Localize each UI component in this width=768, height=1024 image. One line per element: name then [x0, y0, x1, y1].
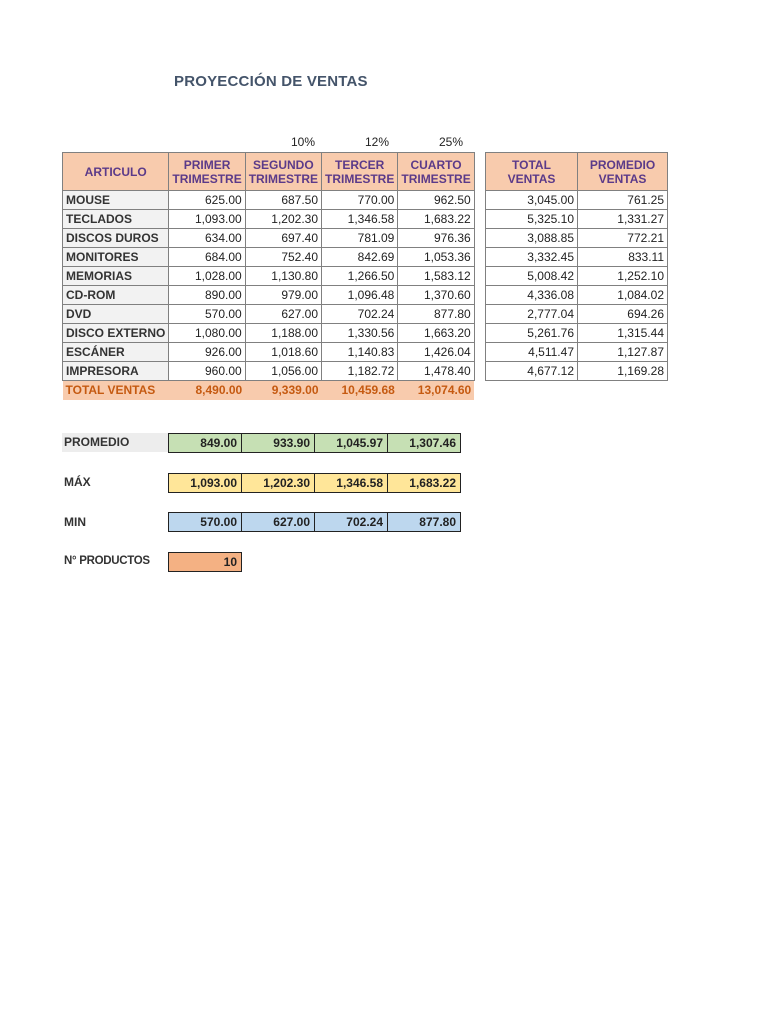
promedio-ventas-cell[interactable]: 1,315.44 [578, 324, 668, 343]
max-cell[interactable]: 1,346.58 [314, 473, 388, 493]
quarter-value-cell[interactable]: 702.24 [322, 305, 398, 324]
totals-table [485, 152, 668, 381]
totals-row [486, 362, 668, 381]
quarter-value-cell[interactable]: 1,028.00 [169, 267, 245, 286]
table-row [63, 343, 475, 362]
page-title: PROYECCIÓN DE VENTAS [174, 73, 368, 90]
article-name-cell[interactable]: TECLADOS [63, 210, 169, 229]
growth-pct-q3: 12% [364, 135, 389, 149]
total-ventas-cell[interactable]: 5,325.10 [486, 210, 578, 229]
promedio-ventas-cell[interactable]: 1,127.87 [578, 343, 668, 362]
total-label-cell[interactable]: TOTAL VENTAS [63, 381, 169, 400]
min-cell[interactable]: 570.00 [168, 512, 242, 532]
header-articulo: ARTICULO [63, 153, 169, 191]
growth-pct-q4: 25% [438, 135, 463, 149]
table-row [63, 286, 475, 305]
totals-row [486, 191, 668, 210]
promedio-ventas-cell[interactable]: 833.11 [578, 248, 668, 267]
quarter-value-cell[interactable]: 842.69 [322, 248, 398, 267]
promedio-ventas-cell[interactable]: 1,169.28 [578, 362, 668, 381]
table-row [63, 210, 475, 229]
quarter-value-cell[interactable]: 1,266.50 [322, 267, 398, 286]
quarter-value-cell[interactable]: 877.80 [398, 305, 474, 324]
promedio-label: PROMEDIO [62, 433, 168, 452]
table-row [63, 191, 475, 210]
quarter-value-cell[interactable]: 752.40 [245, 248, 321, 267]
total-ventas-cell[interactable]: 5,008.42 [486, 267, 578, 286]
promedio-ventas-cell[interactable]: 1,084.02 [578, 286, 668, 305]
article-name-cell[interactable]: CD-ROM [63, 286, 169, 305]
table-row [63, 324, 475, 343]
total-ventas-cell[interactable]: 4,511.47 [486, 343, 578, 362]
totals-row [486, 229, 668, 248]
min-cell[interactable]: 627.00 [241, 512, 315, 532]
header-q2: SEGUNDO TRIMESTRE [245, 153, 321, 191]
quarter-value-cell[interactable]: 1,093.00 [169, 210, 245, 229]
quarter-value-cell[interactable]: 570.00 [169, 305, 245, 324]
article-name-cell[interactable]: DVD [63, 305, 169, 324]
promedio-ventas-cell[interactable]: 694.26 [578, 305, 668, 324]
quarter-value-cell[interactable]: 1,346.58 [322, 210, 398, 229]
quarter-value-cell[interactable]: 1,426.04 [398, 343, 474, 362]
table-row [63, 248, 475, 267]
totals-row [486, 248, 668, 267]
article-name-cell[interactable]: ESCÁNER [63, 343, 169, 362]
quarter-value-cell[interactable]: 684.00 [169, 248, 245, 267]
productos-label: N° PRODUCTOS [64, 555, 150, 567]
header-total-ventas: TOTAL VENTAS [486, 153, 578, 191]
quarter-value-cell[interactable]: 625.00 [169, 191, 245, 210]
promedio-cell[interactable]: 1,307.46 [387, 433, 461, 453]
promedio-ventas-cell[interactable]: 1,252.10 [578, 267, 668, 286]
growth-pct-q2: 10% [290, 135, 315, 149]
quarter-value-cell[interactable]: 1,182.72 [322, 362, 398, 381]
total-ventas-cell[interactable]: 4,336.08 [486, 286, 578, 305]
quarter-value-cell[interactable]: 1,130.80 [245, 267, 321, 286]
total-value-cell[interactable]: 13,074.60 [398, 381, 474, 400]
max-cell[interactable]: 1,202.30 [241, 473, 315, 493]
table-row [63, 362, 475, 381]
productos-count-cell[interactable]: 10 [168, 552, 242, 572]
quarter-value-cell[interactable]: 634.00 [169, 229, 245, 248]
total-ventas-cell[interactable]: 4,677.12 [486, 362, 578, 381]
table-row [63, 305, 475, 324]
total-ventas-cell[interactable]: 2,777.04 [486, 305, 578, 324]
quarter-value-cell[interactable]: 697.40 [245, 229, 321, 248]
quarter-value-cell[interactable]: 890.00 [169, 286, 245, 305]
promedio-cell[interactable]: 1,045.97 [314, 433, 388, 453]
sales-header-row [63, 153, 475, 191]
quarter-value-cell[interactable]: 781.09 [322, 229, 398, 248]
totals-header-row [486, 153, 668, 191]
quarter-value-cell[interactable]: 1,018.60 [245, 343, 321, 362]
quarter-value-cell[interactable]: 1,330.56 [322, 324, 398, 343]
min-label: MIN [64, 515, 86, 529]
total-ventas-cell[interactable]: 3,088.85 [486, 229, 578, 248]
totals-row [486, 305, 668, 324]
total-ventas-cell[interactable]: 5,261.76 [486, 324, 578, 343]
quarter-value-cell[interactable]: 960.00 [169, 362, 245, 381]
quarter-value-cell[interactable]: 627.00 [245, 305, 321, 324]
promedio-cell[interactable]: 849.00 [168, 433, 242, 453]
header-q4: CUARTO TRIMESTRE [398, 153, 474, 191]
quarter-value-cell[interactable]: 1,478.40 [398, 362, 474, 381]
quarter-value-cell[interactable]: 1,188.00 [245, 324, 321, 343]
article-name-cell[interactable]: IMPRESORA [63, 362, 169, 381]
header-promedio-ventas: PROMEDIO VENTAS [578, 153, 668, 191]
quarter-value-cell[interactable]: 1,683.22 [398, 210, 474, 229]
article-name-cell[interactable]: DISCOS DUROS [63, 229, 169, 248]
totals-row [486, 210, 668, 229]
total-ventas-cell[interactable]: 3,332.45 [486, 248, 578, 267]
table-row [63, 229, 475, 248]
min-cell[interactable]: 702.24 [314, 512, 388, 532]
article-name-cell[interactable]: MOUSE [63, 191, 169, 210]
table-row [63, 267, 475, 286]
quarter-value-cell[interactable]: 1,370.60 [398, 286, 474, 305]
quarter-value-cell[interactable]: 1,056.00 [245, 362, 321, 381]
totals-row [486, 267, 668, 286]
quarter-value-cell[interactable]: 1,583.12 [398, 267, 474, 286]
quarter-value-cell[interactable]: 770.00 [322, 191, 398, 210]
promedio-ventas-cell[interactable]: 1,331.27 [578, 210, 668, 229]
quarter-value-cell[interactable]: 1,663.20 [398, 324, 474, 343]
max-cell[interactable]: 1,093.00 [168, 473, 242, 493]
header-q1: PRIMER TRIMESTRE [169, 153, 245, 191]
totals-row [486, 324, 668, 343]
max-label: MÁX [64, 475, 91, 489]
promedio-ventas-cell[interactable]: 761.25 [578, 191, 668, 210]
article-name-cell[interactable]: MEMORIAS [63, 267, 169, 286]
quarter-value-cell[interactable]: 926.00 [169, 343, 245, 362]
promedio-ventas-cell[interactable]: 772.21 [578, 229, 668, 248]
quarter-value-cell[interactable]: 979.00 [245, 286, 321, 305]
quarter-value-cell[interactable]: 1,080.00 [169, 324, 245, 343]
article-name-cell[interactable]: DISCO EXTERNO [63, 324, 169, 343]
quarter-value-cell[interactable]: 1,053.36 [398, 248, 474, 267]
promedio-cell[interactable]: 933.90 [241, 433, 315, 453]
article-name-cell[interactable]: MONITORES [63, 248, 169, 267]
max-row [168, 473, 461, 493]
totals-row [486, 343, 668, 362]
total-ventas-cell[interactable]: 3,045.00 [486, 191, 578, 210]
quarter-value-cell[interactable]: 1,096.48 [322, 286, 398, 305]
quarter-value-cell[interactable]: 687.50 [245, 191, 321, 210]
total-value-cell[interactable]: 8,490.00 [169, 381, 245, 400]
quarter-value-cell[interactable]: 976.36 [398, 229, 474, 248]
totals-row [486, 286, 668, 305]
header-q3: TERCER TRIMESTRE [322, 153, 398, 191]
total-value-cell[interactable]: 9,339.00 [245, 381, 321, 400]
quarter-value-cell[interactable]: 962.50 [398, 191, 474, 210]
quarter-value-cell[interactable]: 1,140.83 [322, 343, 398, 362]
sales-table [62, 152, 475, 400]
min-cell[interactable]: 877.80 [387, 512, 461, 532]
min-row [168, 512, 461, 532]
promedio-row [168, 433, 461, 453]
quarter-value-cell[interactable]: 1,202.30 [245, 210, 321, 229]
total-value-cell[interactable]: 10,459.68 [322, 381, 398, 400]
total-row [63, 381, 475, 400]
max-cell[interactable]: 1,683.22 [387, 473, 461, 493]
